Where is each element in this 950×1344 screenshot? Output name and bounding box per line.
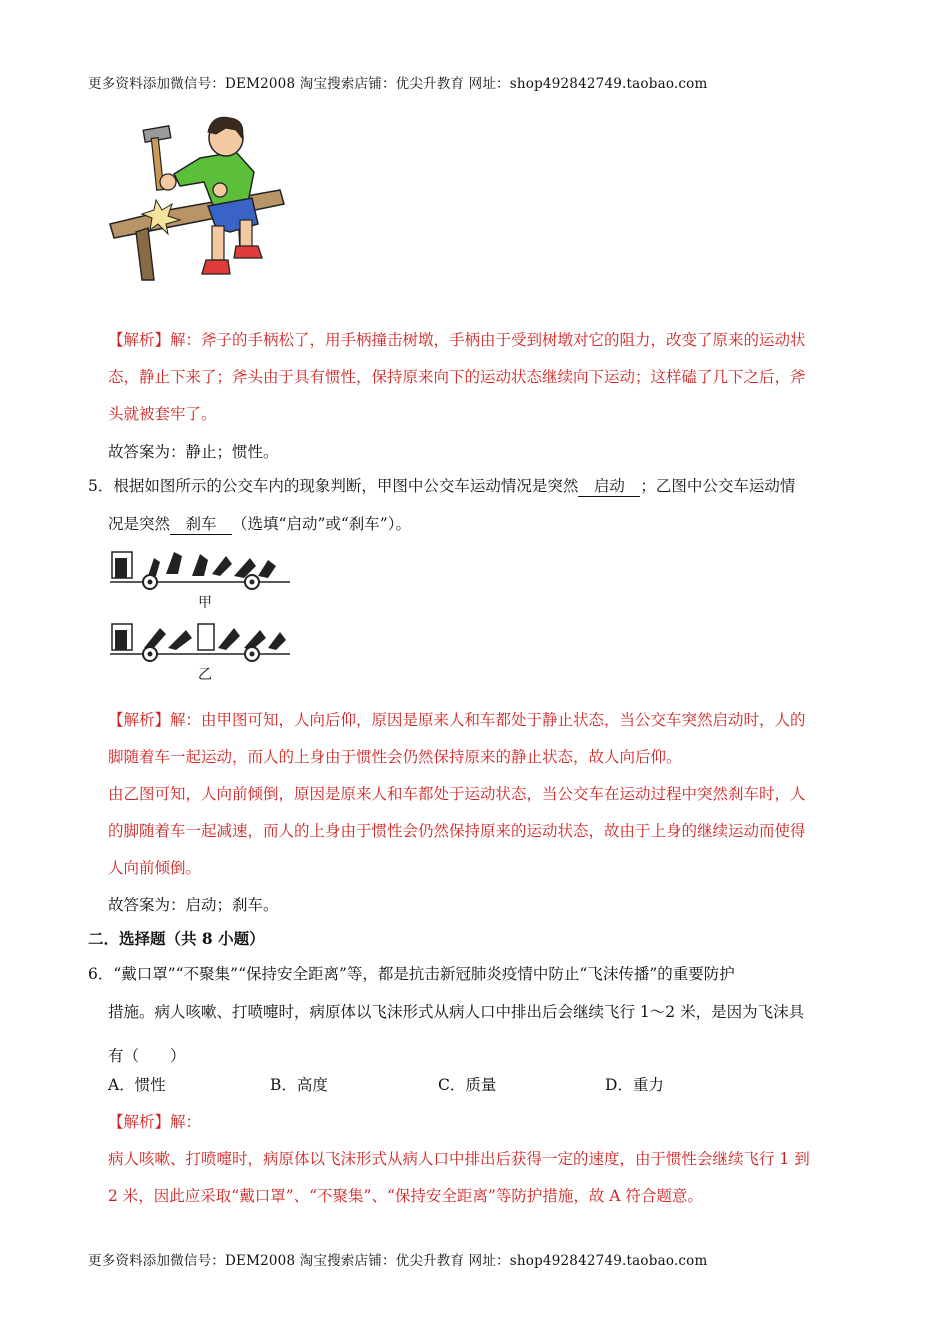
figure-caption-yi: 乙 — [198, 667, 212, 683]
question-text: （选填“启动”或“刹车”）。 — [232, 515, 411, 533]
analysis-line: 由乙图可知，人向前倾倒，原因是原来人和车都处于运动状态，当公交车在运动过程中突然刹车时，人 — [108, 785, 806, 803]
analysis-line: 脚随着车一起运动，而人的上身由于惯性会仍然保持原来的静止状态，故人向后仰。 — [108, 748, 682, 766]
analysis-line: 态，静止下来了；斧头由于具有惯性，保持原来向下的运动状态继续向下运动；这样磕了几下之后，斧 — [108, 368, 806, 386]
analysis-line: 解：斧子的手柄松了，用手柄撞击树墩，手柄由于受到树墩对它的阻力，改变了原来的运动状 — [170, 331, 806, 349]
analysis-line: 解： — [170, 1113, 202, 1131]
analysis-line: 头就被套牢了。 — [108, 405, 217, 423]
figure-caption-jia: 甲 — [198, 595, 212, 611]
section-heading: 二．选择题（共 8 小题） — [88, 929, 265, 948]
option-d[interactable]: D．重力 — [605, 1076, 664, 1094]
option-b[interactable]: B．高度 — [270, 1076, 328, 1094]
bus-figure-jia — [108, 546, 292, 592]
answer-blank-2: 刹车 — [170, 514, 232, 535]
analysis-tag: 【解析】 — [108, 711, 171, 729]
analysis-line: 的脚随着车一起减速，而人的上身由于惯性会仍然保持原来的运动状态，故由于上身的继续运动而使得 — [108, 822, 806, 840]
question-text: 措施。病人咳嗽、打喷嚏时，病原体以飞沫形式从病人口中排出后会继续飞行 1～2 米，是因为飞沫具 — [108, 1003, 805, 1021]
question-text: 根据如图所示的公交车内的现象判断，甲图中公交车运动情况是突然 — [113, 477, 579, 495]
answer-5: 故答案为：启动；刹车。 — [108, 896, 279, 914]
question-6 — [88, 955, 868, 1081]
page-footer: 更多资料添加微信号：DEM2008 淘宝搜索店铺：优尖升教育 网址：shop492842749.taobao.com — [88, 1253, 708, 1269]
page-header: 更多资料添加微信号：DEM2008 淘宝搜索店铺：优尖升教育 网址：shop492842749.taobao.com — [88, 76, 708, 92]
question-text: “戴口罩”“不聚集”“保持安全距离”等，都是抗击新冠肺炎疫情中防止“飞沫传播”的重要防护 — [113, 965, 735, 983]
analysis-5 — [108, 702, 868, 887]
analysis-tag: 【解析】 — [108, 1113, 171, 1131]
analysis-4 — [108, 322, 868, 433]
question-text: 有（ ） — [108, 1047, 186, 1065]
boy-hammering-illustration — [108, 112, 286, 284]
analysis-line: 2 米，因此应采取“戴口罩”、“不聚集”、“保持安全距离”等防护措施，故 A 符合题意。 — [108, 1187, 703, 1205]
question-5 — [88, 467, 868, 543]
question-number: 5． — [88, 477, 114, 495]
analysis-line: 病人咳嗽、打喷嚏时，病原体以飞沫形式从病人口中排出后获得一定的速度，由于惯性会继续飞行 1 到 — [108, 1150, 810, 1168]
option-a[interactable]: A．惯性 — [108, 1076, 166, 1094]
analysis-tag: 【解析】 — [108, 331, 171, 349]
answer-4: 故答案为：静止；惯性。 — [108, 443, 279, 461]
question-number: 6． — [88, 965, 114, 983]
option-c[interactable]: C．质量 — [438, 1076, 497, 1094]
answer-blank-1: 启动 — [578, 476, 640, 497]
analysis-line: 人向前倾倒。 — [108, 859, 202, 877]
analysis-6 — [108, 1104, 868, 1215]
question-text: ；乙图中公交车运动情 — [640, 477, 796, 495]
bus-figure-yi — [108, 618, 292, 664]
question-text: 况是突然 — [108, 515, 171, 533]
analysis-line: 解：由甲图可知，人向后仰，原因是原来人和车都处于静止状态，当公交车突然启动时，人的 — [170, 711, 806, 729]
